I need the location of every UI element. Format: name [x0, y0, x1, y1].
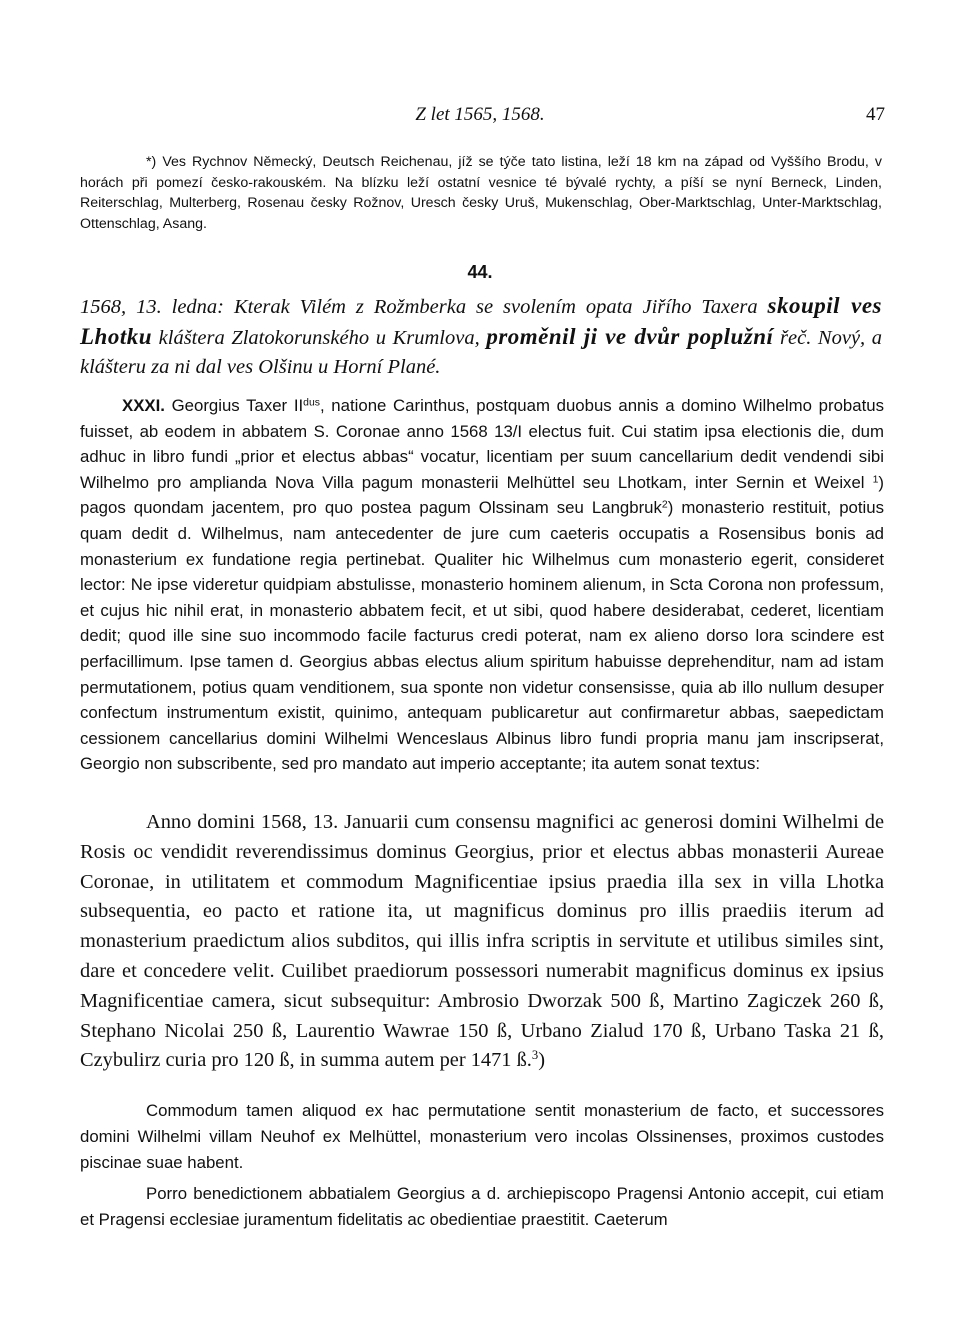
footnote — [80, 152, 882, 234]
closing-paragraph-2: Porro benedictionem abbatialem Georgius a d. archiepiscopo Pragensi Antonio accepit, cui etiam et Pragensi ecclesiae juramentum fidelitatis ac obedientiae praestitit. Caeterum — [80, 1184, 884, 1230]
footnote-marker: *) — [146, 154, 157, 170]
commentary-section — [80, 393, 884, 777]
chapter-numeral: XXXI. — [122, 396, 165, 415]
document-number: 44. — [467, 262, 493, 282]
commentary-text-part: , natione Carinthus, postquam duobus annis a domino Wilhelmo probatus fuisset, ab eodem in abbatem S. Coronae anno 1568 13/I electus fuit. Cui statim ipsa electionis die, dum adhuc in libro fundi „prior et electus abbas“ vocatur, licentiam per suum cancellarium dedit vendendi sibi Wilhelmo pro amplianda Nova Villa pagum monasterii Melhüttel seu Lhotkam, inter Sernin et Weixel — [80, 396, 884, 492]
regest-monastery: kláštera Zlatokorunského u Krumlova, — [158, 327, 480, 349]
regest-conclusion: řeč. Nový, a klášteru za ni dal ves Olšinu u Horní Plané. — [80, 327, 883, 378]
commentary-text-part: ) pagos quondam jacentem, pro quo postea pagum Olssinam seu Langbruk — [80, 472, 884, 518]
commentary-text-part: Georgius Taxer II — [171, 396, 304, 415]
charter-text — [80, 808, 884, 1076]
closing-section — [80, 1098, 884, 1239]
footnote-paragraph — [80, 152, 882, 234]
running-header — [0, 100, 960, 130]
page-number: 47 — [866, 104, 885, 125]
charter-body: Anno domini 1568, 13. Januarii cum consensu magnifici ac generosi domini Wilhelmi de Rosis oc vendidit reverendissimus dominus Georgius, prior et electus abbas monasterii Aureae Coronae, in utilitatem et commodum Magnificentiae ipsius praedia illa sex in villa Lhotka subsequentia, eo pacto et ratione ita, ut magnificus dominus pro illis praediis iterum ad monasterium praedictum alios subditos, qui illis infra scriptis in servitute et utilibus similes sint, dare et concedere velit. Cuilibet praediorum possessori numerabit magnificus dominus ex ipsius Magnificentiae camera, sicut subsequitur: Ambrosio Dworzak 500 ß, Martino Zagiczek 260 ß, Stephano Nicolai 250 ß, Laurentio Wawrae 150 ß, Urbano Zialud 170 ß, Urbano Taska 21 ß, Czybulirz curia pro 120 ß, in summa autem per 1471 ß. — [80, 811, 884, 1072]
footnote-reference: 3 — [531, 1048, 539, 1063]
running-title: Z let 1565, 1568. — [415, 104, 545, 125]
footnote-reference: 2 — [661, 499, 668, 511]
commentary-paragraph — [80, 393, 884, 777]
footnote-reference: 1 — [872, 474, 879, 486]
charter-paragraph: Anno domini 1568, 13. Januarii cum consensu magnifici ac generosi domini Wilhelmi de Rosis oc vendidit reverendissimus dominus Georgius, prior et electus abbas monasterii Aureae Coronae, in utilitatem et commodum Magnificentiae ipsius praedia illa sex in villa Lhotka subsequentia, eo pacto et ratione ita, ut magnificus dominus pro illis praediis iterum ad monasterium praedictum alios subditos, qui illis infra scriptis in servitute et utilibus similes sint, dare et concedere velit. Cuilibet praediorum possessori numerabit magnificus dominus ex ipsius Magnificentiae camera, sicut subsequitur: Ambrosio Dworzak 500 ß, Martino Zagiczek 260 ß, Stephano Nicolai 250 ß, Laurentio Wawrae 150 ß, Urbano Zialud 170 ß, Urbano Taska 21 ß, Czybulirz curia pro 120 ß, in summa autem per 1471 ß.$^3$) — [80, 811, 884, 1072]
closing-paragraph-1: Commodum tamen aliquod ex hac permutatione sentit monasterium de facto, et successores domini Wilhelmi villam Neuhof ex Melhüttel, monasterium vero incolas Olssinenses, proximos custodes piscinae suae habent. — [80, 1101, 884, 1172]
superscript: dus — [303, 397, 320, 409]
regest-emphasis-bought: skoupil ves Lhotku — [80, 293, 883, 349]
regest-date-and-subject: 1568, 13. ledna: Kterak Vilém z Rožmberka se svolením opata Jiřího Taxera — [80, 296, 758, 318]
footnote-text: Ves Rychnov Německý, Deutsch Reichenau, jíž se týče tato listina, leží 18 km na západ od Vyššího Brodu, v horách při pomezí česko-rakouském. Na blízku leží ostatní vesnice té bývalé rychty, a píší se nyní Berneck, Linden, Reiterschlag, Multerberg, Rosenau česky Rožnov, Uresch česky Uruš, Mukenschlag, Ober-Marktschlag, Unter-Marktschlag, Ottenschlag, Asang. — [80, 154, 882, 232]
commentary-text-part: ) monasterio restituit, potius quam dedit d. Wilhelmus, nam antecedenter de jure cum caeteris occupatis a Rosensibus bonis ad monasterium ex fundatione regia pertinebat. Qualiter hic Wilhelmus cum monasterio egerit, consideret lector: Ne ipse videretur quidpiam abstulisse, monasterio hominem alienum, in Scta Corona non professum, et cujus hic nihil erat, in monasterio abbatem fecit, et ut sibi, quod habere desiderabat, cederet, licentiam dedit; quod ille sine suo incommodo facile facturus credi poterat, nam ex alieno dorso lora scindere est perfacillimum. Ipse tamen d. Georgius abbas electus alium spiritum habuisse deprehenditur, nam ad istam permutationem, potius quam venditionem, sua sponte non videtur consensisse, quia ab illo nullum desuper confectum instrumentum existit, quinimo, antequam publicaretur aut confirmaretur abbas, saepedictam cessionem cancellarius domini Wilhelmi Wenceslaus Albinus libro fundi propria manu jam inscripserat, Georgio non subscribente, sed pro mandato aut imperio acceptante; ita autem sonat textus: — [80, 498, 884, 774]
document-regest — [80, 291, 882, 382]
regest-emphasis-converted: proměnil ji ve dvůr poplužní — [486, 324, 774, 349]
